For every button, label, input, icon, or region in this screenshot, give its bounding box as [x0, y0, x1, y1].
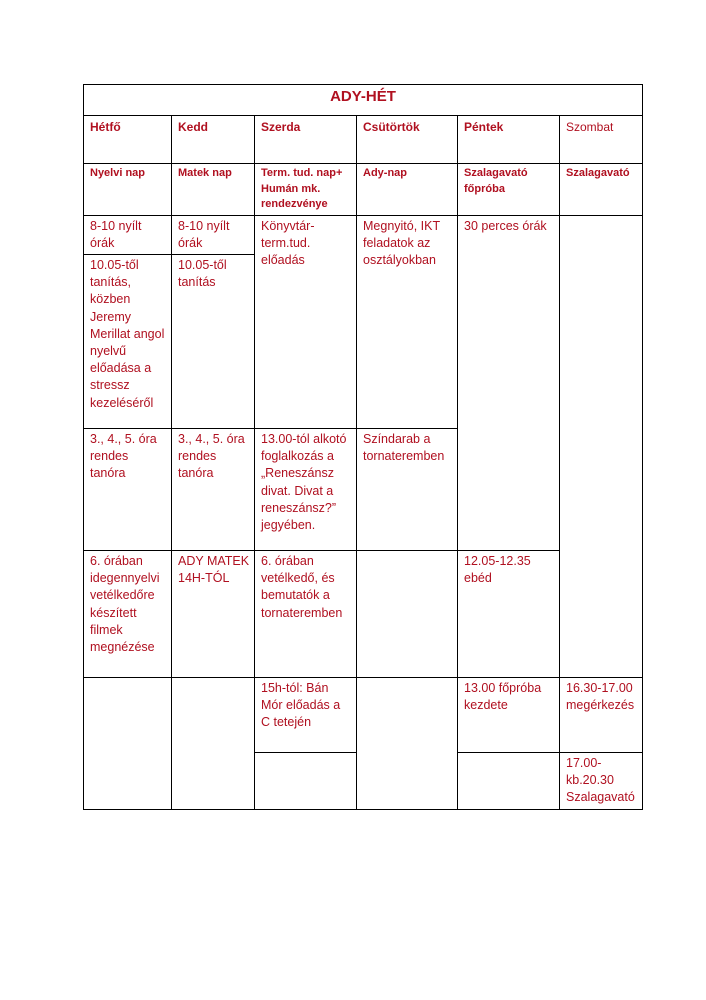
cell-tuesday-teaching: 10.05-től tanítás [172, 254, 255, 428]
theme-tuesday: Matek nap [172, 164, 255, 216]
cell-friday-rehearsal: 13.00 főpróba kezdete [458, 677, 560, 752]
theme-friday: Szalagavató főpróba [458, 164, 560, 216]
cell-wednesday-contest: 6. órában vetélkedő, és bemutatók a tornateremben [255, 550, 357, 677]
theme-thursday: Ady-nap [357, 164, 458, 216]
cell-monday-open-lessons: 8-10 nyílt órák [84, 215, 172, 254]
cell-monday-films: 6. órában idegennyelvi vetélkedőre készített filmek megnézése [84, 550, 172, 677]
cell-tuesday-ady-matek: ADY MATEK 14H-TÓL [172, 550, 255, 677]
day-header-thursday: Csütörtök [357, 116, 458, 164]
day-header-saturday: Szombat [560, 116, 643, 164]
cell-wednesday-workshop: 13.00-tól alkotó foglalkozás a „Reneszánsz divat. Divat a reneszánsz?” jegyében. [255, 428, 357, 550]
cell-monday-teaching: 10.05-től tanítás, közben Jeremy Merillat angol nyelvű előadása a stressz kezeléséről [84, 254, 172, 428]
day-header-monday: Hétfő [84, 116, 172, 164]
cell-friday-short-lessons: 30 perces órák [458, 215, 560, 550]
cell-thursday-empty-bottom [357, 677, 458, 809]
cell-wednesday-library-lecture: Könyvtár-term.tud. előadás [255, 215, 357, 428]
cell-thursday-play: Színdarab a tornateremben [357, 428, 458, 550]
day-header-wednesday: Szerda [255, 116, 357, 164]
theme-row [84, 164, 643, 216]
cell-thursday-opening: Megnyitó, IKT feladatok az osztályokban [357, 215, 458, 428]
day-header-tuesday: Kedd [172, 116, 255, 164]
title-row [84, 85, 643, 116]
cell-tuesday-empty [172, 677, 255, 809]
cell-tuesday-regular-lessons: 3., 4., 5. óra rendes tanóra [172, 428, 255, 550]
cell-thursday-empty [357, 550, 458, 677]
schedule-row [84, 677, 643, 752]
cell-saturday-arrival: 16.30-17.00 megérkezés [560, 677, 643, 752]
theme-monday: Nyelvi nap [84, 164, 172, 216]
page-title: ADY-HÉT [84, 85, 643, 116]
day-header-friday: Péntek [458, 116, 560, 164]
cell-wednesday-empty [255, 752, 357, 809]
theme-wednesday: Term. tud. nap+ Humán mk. rendezvénye [255, 164, 357, 216]
cell-wednesday-lecture: 15h-tól: Bán Mór előadás a C tetején [255, 677, 357, 752]
cell-saturday-empty [560, 215, 643, 677]
schedule-table [83, 84, 643, 810]
theme-saturday: Szalagavató [560, 164, 643, 216]
cell-monday-empty [84, 677, 172, 809]
cell-tuesday-open-lessons: 8-10 nyílt órák [172, 215, 255, 254]
cell-saturday-ball: 17.00-kb.20.30 Szalagavató [560, 752, 643, 809]
cell-friday-lunch: 12.05-12.35 ebéd [458, 550, 560, 677]
schedule-row [84, 215, 643, 254]
cell-monday-regular-lessons: 3., 4., 5. óra rendes tanóra [84, 428, 172, 550]
schedule-row [84, 550, 643, 677]
cell-friday-empty [458, 752, 560, 809]
day-header-row [84, 116, 643, 164]
